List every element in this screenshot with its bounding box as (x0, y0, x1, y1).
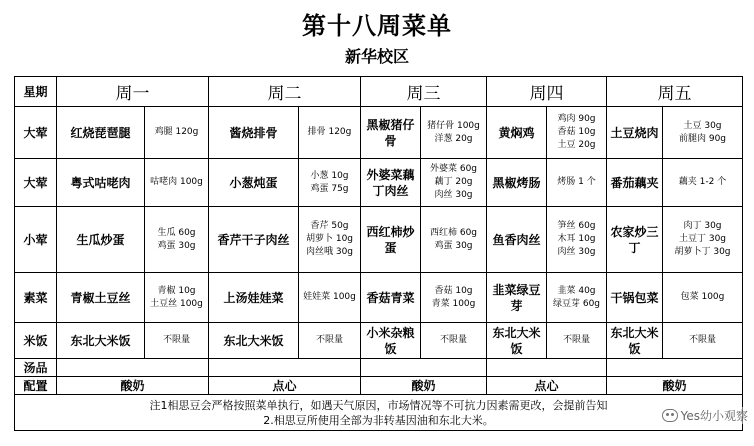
notes-row (15, 395, 743, 431)
category-label: 大荤 (15, 159, 57, 207)
soup-cell (57, 359, 209, 377)
dish-name: 干锅包菜 (607, 273, 663, 323)
menu-row (15, 107, 743, 159)
snack-cell: 酸奶 (607, 377, 743, 395)
dish-ingredients: 猪仔骨 100g 洋葱 20g (421, 107, 487, 159)
menu-title: 第十八周菜单 (302, 11, 452, 40)
dish-name: 黑椒猪仔骨 (361, 107, 421, 159)
watermark-text: Yes幼小观察 (680, 409, 748, 423)
dish-name: 韭菜绿豆芽 (487, 273, 547, 323)
dish-ingredients: 鸡腿 120g (145, 107, 209, 159)
dish-ingredients: 土豆 30g 前腿肉 90g (663, 107, 743, 159)
day-header: 周三 (361, 77, 487, 107)
dish-name: 外婆菜藕丁肉丝 (361, 159, 421, 207)
dish-name: 黄焖鸡 (487, 107, 547, 159)
snack-cell: 酸奶 (57, 377, 209, 395)
dish-ingredients: 包菜 100g (663, 273, 743, 323)
dish-name: 农家炒三丁 (607, 207, 663, 273)
dish-name: 东北大米饭 (209, 323, 299, 359)
soup-row (15, 359, 743, 377)
day-header: 周一 (57, 77, 209, 107)
dish-ingredients: 不限量 (547, 323, 607, 359)
menu-row (15, 273, 743, 323)
dish-ingredients: 生瓜 60g 鸡蛋 30g (145, 207, 209, 273)
day-header: 周四 (487, 77, 607, 107)
dish-ingredients: 笋丝 60g 木耳 10g 肉丝 30g (547, 207, 607, 273)
dish-name: 鱼香肉丝 (487, 207, 547, 273)
dish-ingredients: 青椒 10g 土豆丝 100g (145, 273, 209, 323)
dish-name: 上汤娃娃菜 (209, 273, 299, 323)
dish-name: 香菇青菜 (361, 273, 421, 323)
dish-ingredients: 藕夹 1-2 个 (663, 159, 743, 207)
dish-ingredients: 小葱 10g 鸡蛋 75g (299, 159, 361, 207)
dish-name: 酱烧排骨 (209, 107, 299, 159)
wechat-icon (662, 409, 678, 422)
dish-ingredients: 西红柿 60g 鸡蛋 30g (421, 207, 487, 273)
dish-name: 小米杂粮饭 (361, 323, 421, 359)
category-label: 配置 (15, 377, 57, 395)
campus-subtitle: 新华校区 (344, 47, 409, 66)
dish-ingredients: 烤肠 1 个 (547, 159, 607, 207)
snack-row (15, 377, 743, 395)
note-line: 注1相思豆会严格按照菜单执行，如遇天气原因，市场情况等不可抗力因素需更改，会提前告知 (149, 398, 608, 412)
note-line: 2.相思豆所使用全部为非转基因油和东北大米。 (263, 413, 494, 427)
dish-name: 番茄藕夹 (607, 159, 663, 207)
dish-name: 西红柿炒蛋 (361, 207, 421, 273)
watermark (662, 407, 748, 424)
dish-ingredients: 排骨 120g (299, 107, 361, 159)
soup-cell (607, 359, 743, 377)
dish-ingredients: 香菇 10g 青菜 100g (421, 273, 487, 323)
dish-name: 东北大米饭 (607, 323, 663, 359)
soup-cell (209, 359, 361, 377)
dish-ingredients: 鸡肉 90g 香菇 10g 土豆 20g (547, 107, 607, 159)
dish-name: 东北大米饭 (57, 323, 145, 359)
dish-name: 红烧琵琶腿 (57, 107, 145, 159)
dish-name: 小葱炖蛋 (209, 159, 299, 207)
dish-name: 青椒土豆丝 (57, 273, 145, 323)
menu-row (15, 207, 743, 273)
dish-ingredients: 外婆菜 60g 藕丁 20g 肉丝 30g (421, 159, 487, 207)
day-header: 周二 (209, 77, 361, 107)
dish-ingredients: 不限量 (299, 323, 361, 359)
soup-cell (487, 359, 607, 377)
snack-cell: 点心 (209, 377, 361, 395)
category-label: 大荤 (15, 107, 57, 159)
menu-row (15, 159, 743, 207)
day-header: 周五 (607, 77, 743, 107)
dish-name: 粤式咕咾肉 (57, 159, 145, 207)
dish-ingredients: 咕咾肉 100g (145, 159, 209, 207)
dish-ingredients: 韭菜 40g 绿豆芽 60g (547, 273, 607, 323)
category-label: 小荤 (15, 207, 57, 273)
snack-cell: 点心 (487, 377, 607, 395)
dish-name: 黑椒烤肠 (487, 159, 547, 207)
category-label: 素菜 (15, 273, 57, 323)
dish-ingredients: 不限量 (421, 323, 487, 359)
category-label: 汤品 (15, 359, 57, 377)
notes-cell (15, 395, 743, 431)
dish-name: 东北大米饭 (487, 323, 547, 359)
dish-name: 土豆烧肉 (607, 107, 663, 159)
dish-name: 香芹干子肉丝 (209, 207, 299, 273)
dish-ingredients: 不限量 (663, 323, 743, 359)
dish-ingredients: 肉丁 30g 土豆丁 30g 胡萝卜丁 30g (663, 207, 743, 273)
menu-row (15, 323, 743, 359)
snack-cell: 酸奶 (361, 377, 487, 395)
category-label: 米饭 (15, 323, 57, 359)
dish-name: 生瓜炒蛋 (57, 207, 145, 273)
menu-table (14, 76, 743, 431)
header-row (15, 77, 743, 107)
soup-cell (361, 359, 487, 377)
weekday-label: 星期 (15, 77, 57, 107)
dish-ingredients: 香芹 50g 胡萝卜 10g 肉丝哦 30g (299, 207, 361, 273)
dish-ingredients: 不限量 (145, 323, 209, 359)
dish-ingredients: 娃娃菜 100g (299, 273, 361, 323)
